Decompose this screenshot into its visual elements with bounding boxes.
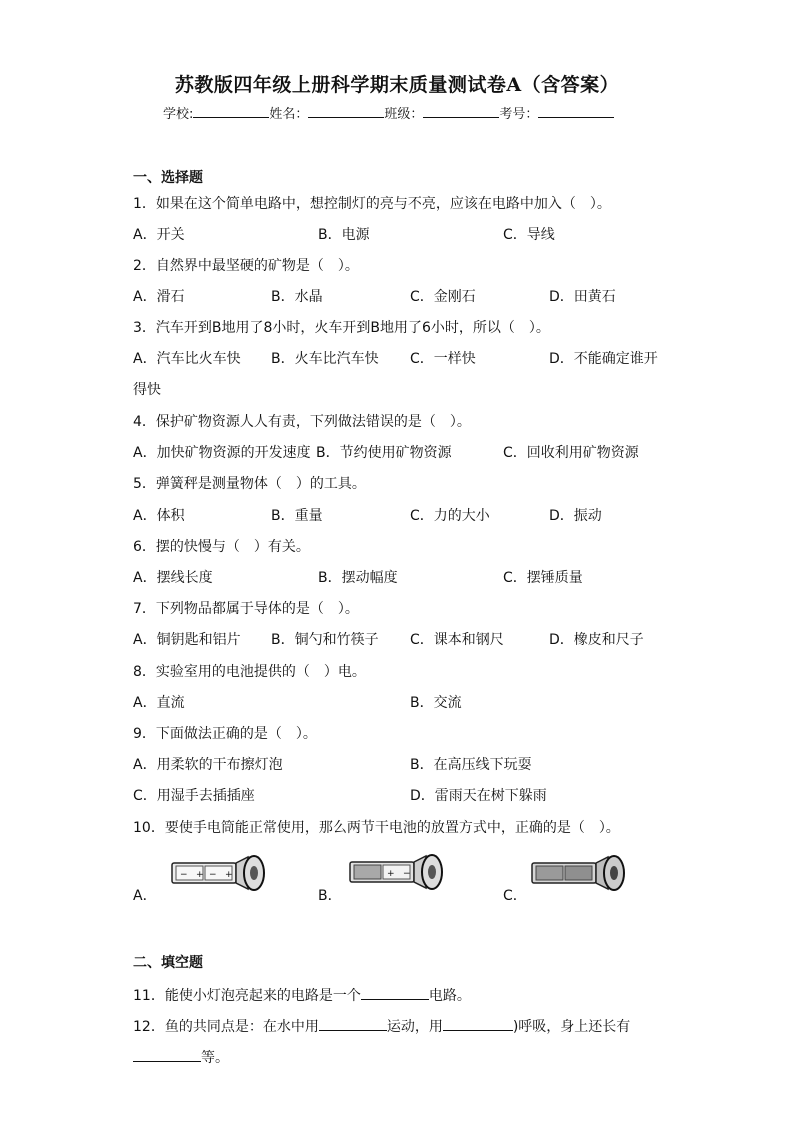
svg-text:+: + bbox=[387, 869, 395, 879]
student-info-row bbox=[163, 103, 614, 122]
q5-option-c[interactable]: C．力的大小 bbox=[410, 508, 490, 524]
q12-blank-1[interactable] bbox=[319, 1018, 387, 1031]
flashlight-a-icon bbox=[170, 853, 268, 895]
question-12-continued bbox=[133, 1047, 229, 1067]
question-8: 8．实验室用的电池提供的（ ）电。 bbox=[133, 664, 366, 680]
q9-option-c[interactable]: C．用湿手去插插座 bbox=[133, 788, 255, 804]
q10-option-b[interactable]: B． bbox=[318, 888, 342, 904]
svg-text:+: + bbox=[225, 870, 233, 880]
q7-option-d[interactable]: D．橡皮和尺子 bbox=[549, 632, 644, 648]
svg-text:−: − bbox=[209, 870, 217, 880]
q11-blank[interactable] bbox=[361, 987, 429, 1000]
question-5: 5．弹簧秤是测量物体（ ）的工具。 bbox=[133, 476, 366, 492]
question-4: 4．保护矿物资源人人有责，下列做法错误的是（ ）。 bbox=[133, 414, 471, 430]
question-7: 7．下列物品都属于导体的是（ ）。 bbox=[133, 601, 359, 617]
question-2: 2．自然界中最坚硬的矿物是（ ）。 bbox=[133, 258, 359, 274]
q4-option-a[interactable]: A．加快矿物资源的开发速度 bbox=[133, 445, 311, 461]
q5-option-a[interactable]: A．体积 bbox=[133, 508, 185, 524]
q12-text-3: )呼吸，身上还长有 bbox=[512, 1019, 631, 1035]
question-10: 10．要使手电筒能正常使用，那么两节干电池的放置方式中，正确的是（ ）。 bbox=[133, 820, 620, 836]
q2-option-a[interactable]: A．滑石 bbox=[133, 289, 185, 305]
question-11 bbox=[133, 985, 471, 1005]
q9-option-d[interactable]: D．雷雨天在树下躲雨 bbox=[410, 788, 547, 804]
q8-option-b[interactable]: B．交流 bbox=[410, 695, 462, 711]
q9-option-a[interactable]: A．用柔软的干布擦灯泡 bbox=[133, 757, 283, 773]
q3-option-a[interactable]: A．汽车比火车快 bbox=[133, 351, 241, 367]
q4-option-c[interactable]: C．回收利用矿物资源 bbox=[503, 445, 639, 461]
q5-option-b[interactable]: B．重量 bbox=[271, 508, 323, 524]
q5-option-d[interactable]: D．振动 bbox=[549, 508, 602, 524]
section-title-choice: 一、选择题 bbox=[133, 170, 203, 186]
question-12 bbox=[133, 1016, 630, 1036]
q1-option-a[interactable]: A．开关 bbox=[133, 227, 185, 243]
q2-option-d[interactable]: D．田黄石 bbox=[549, 289, 616, 305]
school-label: 学校: bbox=[163, 107, 194, 122]
svg-text:−: − bbox=[403, 869, 411, 879]
q12-blank-2[interactable] bbox=[443, 1018, 513, 1031]
q3-option-c[interactable]: C．一样快 bbox=[410, 351, 476, 367]
q12-text-4: 等。 bbox=[201, 1050, 229, 1066]
exam-number-blank[interactable] bbox=[538, 105, 614, 118]
q6-option-c[interactable]: C．摆锤质量 bbox=[503, 570, 583, 586]
school-blank[interactable] bbox=[193, 105, 269, 118]
section-title-fill-in: 二、填空题 bbox=[133, 955, 203, 971]
q1-option-c[interactable]: C．导线 bbox=[503, 227, 555, 243]
q6-option-a[interactable]: A．摆线长度 bbox=[133, 570, 213, 586]
q4-option-b[interactable]: B．节约使用矿物资源 bbox=[316, 445, 452, 461]
flashlight-c-icon bbox=[530, 853, 628, 895]
exam-number-label: 考号： bbox=[499, 107, 539, 122]
page-title: 苏教版四年级上册科学期末质量测试卷A（含答案） bbox=[174, 74, 620, 96]
question-6: 6．摆的快慢与（ ）有关。 bbox=[133, 539, 310, 555]
q3-option-b[interactable]: B．火车比汽车快 bbox=[271, 351, 379, 367]
q7-option-c[interactable]: C．课本和钢尺 bbox=[410, 632, 504, 648]
q8-option-a[interactable]: A．直流 bbox=[133, 695, 185, 711]
q9-option-b[interactable]: B．在高压线下玩耍 bbox=[410, 757, 532, 773]
question-3: 3．汽车开到B地用了8小时，火车开到B地用了6小时，所以（ ）。 bbox=[133, 320, 550, 336]
flashlight-b-icon bbox=[348, 852, 446, 894]
q2-option-b[interactable]: B．水晶 bbox=[271, 289, 323, 305]
q11-text-after: 电路。 bbox=[428, 988, 471, 1004]
svg-text:−: − bbox=[180, 870, 188, 880]
q1-option-b[interactable]: B．电源 bbox=[318, 227, 370, 243]
q10-option-a[interactable]: A． bbox=[133, 888, 157, 904]
q3-option-d[interactable]: D．不能确定谁开 bbox=[549, 351, 658, 367]
q3-option-d-continuation: 得快 bbox=[133, 382, 161, 398]
q12-text-2: 运动，用 bbox=[386, 1019, 443, 1035]
q2-option-c[interactable]: C．金刚石 bbox=[410, 289, 476, 305]
question-1: 1．如果在这个简单电路中，想控制灯的亮与不亮，应该在电路中加入（ ）。 bbox=[133, 196, 611, 212]
question-9: 9．下面做法正确的是（ ）。 bbox=[133, 726, 317, 742]
q10-option-c[interactable]: C． bbox=[503, 888, 527, 904]
q12-blank-3[interactable] bbox=[133, 1049, 201, 1062]
q7-option-b[interactable]: B．铜勺和竹筷子 bbox=[271, 632, 379, 648]
q6-option-b[interactable]: B．摆动幅度 bbox=[318, 570, 398, 586]
q11-text-before: 11．能使小灯泡亮起来的电路是一个 bbox=[133, 988, 361, 1004]
class-blank[interactable] bbox=[423, 105, 499, 118]
name-blank[interactable] bbox=[308, 105, 384, 118]
q7-option-a[interactable]: A．铜钥匙和铝片 bbox=[133, 632, 241, 648]
svg-text:+: + bbox=[196, 870, 204, 880]
name-label: 姓名： bbox=[269, 107, 309, 122]
class-label: 班级： bbox=[384, 107, 424, 122]
q12-text-1: 12．鱼的共同点是：在水中用 bbox=[133, 1019, 319, 1035]
